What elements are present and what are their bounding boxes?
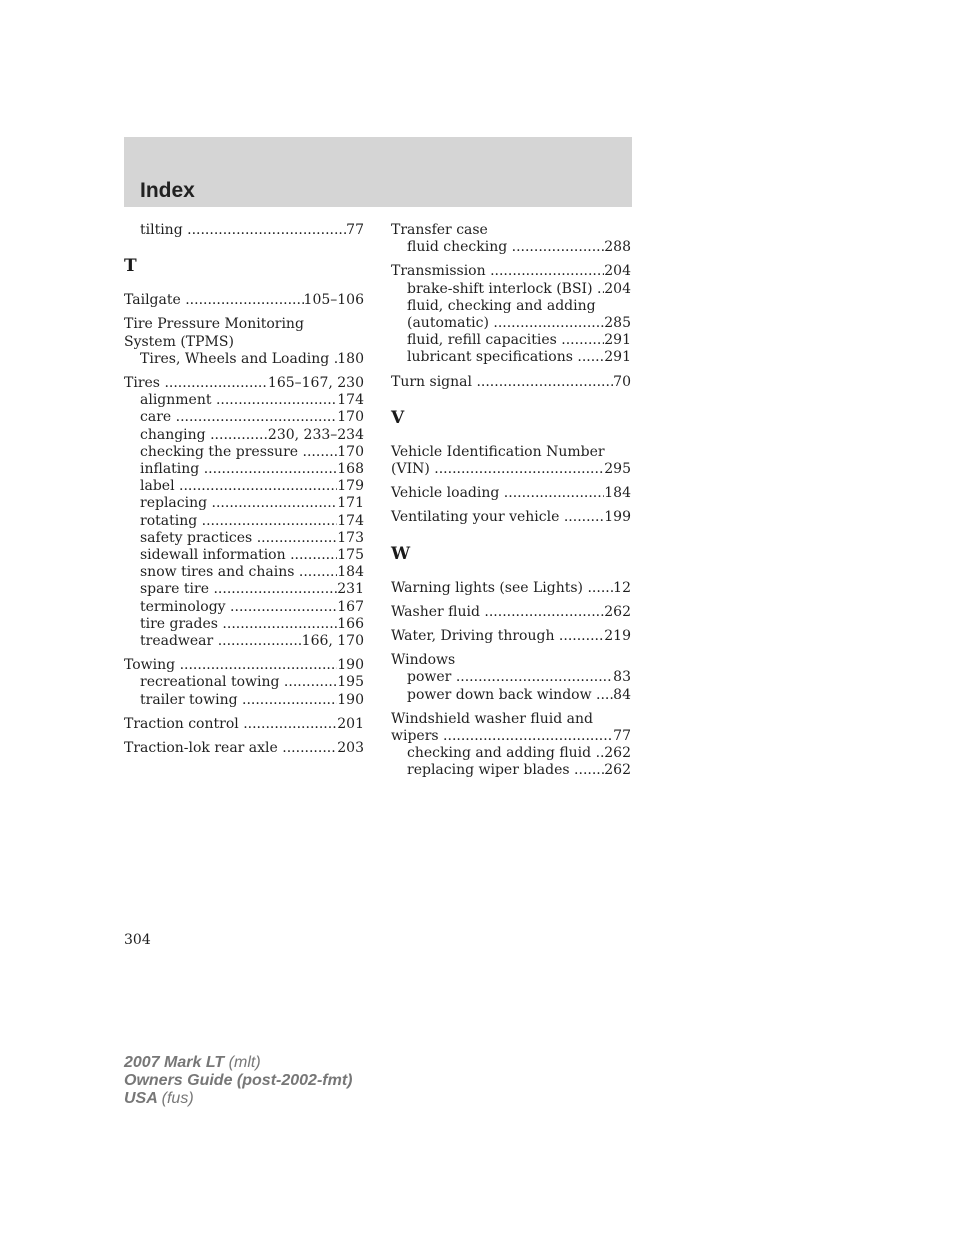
leader-dots xyxy=(587,580,613,597)
entry-page: 288 xyxy=(604,239,631,256)
entry-text: Vehicle loading xyxy=(391,485,500,502)
entry-page: 180 xyxy=(337,350,364,367)
entry-text: treadwear xyxy=(140,633,214,650)
entry-text: terminology xyxy=(140,598,226,615)
entry-page: 295 xyxy=(604,461,631,478)
index-subentry xyxy=(124,633,364,650)
index-letter-heading: V xyxy=(391,407,405,428)
entry-page: 168 xyxy=(337,461,364,478)
entry-text: replacing xyxy=(140,495,208,512)
entry-page: 231 xyxy=(337,581,364,598)
entry-text: rotating xyxy=(140,512,198,529)
index-subentry xyxy=(391,332,631,349)
leader-dots xyxy=(596,687,613,704)
index-entry xyxy=(124,292,364,309)
index-entry xyxy=(391,628,631,645)
entry-text: Turn signal xyxy=(391,373,472,390)
index-subentry xyxy=(124,513,364,530)
index-subentry xyxy=(391,239,631,256)
entry-page: 70 xyxy=(613,373,631,390)
index-entry-line: Vehicle Identification Number xyxy=(391,443,605,460)
leader-dots xyxy=(180,657,338,674)
entry-page: 166, 170 xyxy=(301,633,364,650)
index-subentry xyxy=(124,616,364,633)
footer-guide: Owners Guide (post-2002-fmt) xyxy=(124,1072,353,1089)
entry-page: 173 xyxy=(337,529,364,546)
index-entry-line: System (TPMS) xyxy=(124,333,234,350)
index-subentry xyxy=(391,349,631,366)
entry-text: lubricant specifications xyxy=(407,349,573,366)
index-subentry xyxy=(124,409,364,426)
entry-text: Warning lights (see Lights) xyxy=(391,579,584,596)
footer-line xyxy=(124,1090,352,1108)
leader-dots xyxy=(164,375,267,392)
footer-model: 2007 Mark LT xyxy=(124,1054,225,1071)
index-entry xyxy=(391,485,631,502)
leader-dots xyxy=(299,564,337,581)
entry-text: Tires, Wheels and Loading xyxy=(140,350,330,367)
leader-dots xyxy=(493,315,604,332)
entry-text: replacing wiper blades xyxy=(407,762,570,779)
entry-page: 174 xyxy=(337,512,364,529)
leader-dots xyxy=(282,740,337,757)
index-entry xyxy=(124,222,364,239)
footer-market: USA xyxy=(124,1090,158,1107)
entry-page: 190 xyxy=(337,691,364,708)
entry-text: (automatic) xyxy=(407,315,489,332)
leader-dots xyxy=(490,263,604,280)
entry-page: 195 xyxy=(337,674,364,691)
leader-dots xyxy=(284,674,337,691)
entry-text: Water, Driving through xyxy=(391,628,555,645)
entry-text: fluid, refill capacities xyxy=(407,332,557,349)
leader-dots xyxy=(303,444,338,461)
index-subentry xyxy=(391,281,631,298)
entry-page: 204 xyxy=(604,263,631,280)
section-title: Index xyxy=(140,179,195,202)
leader-dots xyxy=(577,349,604,366)
index-subentry xyxy=(124,461,364,478)
index-column-right xyxy=(391,222,631,780)
leader-dots xyxy=(512,239,605,256)
entry-page: 291 xyxy=(604,332,631,349)
entry-page: 262 xyxy=(604,762,631,779)
index-subentry xyxy=(124,427,364,444)
leader-dots xyxy=(434,461,604,478)
index-subentry xyxy=(391,745,631,762)
index-entry xyxy=(124,740,364,757)
leader-dots xyxy=(456,669,613,686)
index-column-left xyxy=(124,222,364,757)
leader-dots xyxy=(218,633,302,650)
leader-dots xyxy=(210,427,268,444)
leader-dots xyxy=(202,513,338,530)
index-entry-line: Tire Pressure Monitoring xyxy=(124,316,304,333)
entry-text: trailer towing xyxy=(140,691,238,708)
index-entry xyxy=(391,728,631,745)
leader-dots xyxy=(559,628,604,645)
footer-market-code: (fus) xyxy=(161,1090,194,1107)
index-entry xyxy=(124,657,364,674)
leader-dots xyxy=(179,478,337,495)
entry-text: recreational towing xyxy=(140,674,280,691)
entry-text: Washer fluid xyxy=(391,603,480,620)
entry-page: 184 xyxy=(337,564,364,581)
leader-dots xyxy=(242,692,337,709)
leader-dots xyxy=(213,581,337,598)
leader-dots xyxy=(216,392,337,409)
entry-page: 166 xyxy=(337,615,364,632)
entry-text: Tires xyxy=(124,375,160,392)
entry-text: wipers xyxy=(391,728,439,745)
index-subentry xyxy=(124,392,364,409)
footer-line xyxy=(124,1054,352,1072)
index-subentry xyxy=(391,669,631,686)
entry-page: 167 xyxy=(337,598,364,615)
entry-page: 174 xyxy=(337,392,364,409)
entry-text: fluid checking xyxy=(407,239,508,256)
index-entry xyxy=(124,375,364,392)
index-entry-line: Windows xyxy=(391,652,456,669)
entry-page: 170 xyxy=(337,443,364,460)
index-subentry xyxy=(124,530,364,547)
leader-dots xyxy=(187,222,346,239)
entry-page: 83 xyxy=(613,669,631,686)
leader-dots xyxy=(504,485,604,502)
index-subentry xyxy=(124,495,364,512)
leader-dots xyxy=(476,374,613,391)
index-subentry xyxy=(391,762,631,779)
entry-text: Towing xyxy=(124,657,176,674)
leader-dots xyxy=(564,509,604,526)
entry-text: Transmission xyxy=(391,263,486,280)
entry-page: 190 xyxy=(337,657,364,674)
leader-dots xyxy=(176,409,338,426)
index-entry xyxy=(391,263,631,280)
entry-page: 184 xyxy=(604,485,631,502)
entry-page: 179 xyxy=(337,478,364,495)
leader-dots xyxy=(243,716,337,733)
index-entry xyxy=(391,580,631,597)
entry-text: (VIN) xyxy=(391,461,430,478)
index-subentry xyxy=(391,687,631,704)
leader-dots xyxy=(290,547,337,564)
entry-text: Traction-lok rear axle xyxy=(124,740,278,757)
entry-page: 84 xyxy=(613,686,631,703)
index-subentry xyxy=(124,692,364,709)
index-entry-line: Windshield washer fluid and xyxy=(391,710,593,727)
leader-dots xyxy=(561,332,604,349)
entry-text: spare tire xyxy=(140,581,210,598)
index-subentry xyxy=(124,478,364,495)
entry-text: Tailgate xyxy=(124,292,181,309)
index-subentry-line: fluid, checking and adding xyxy=(407,297,596,314)
section-header-bar xyxy=(124,137,632,207)
leader-dots xyxy=(222,616,337,633)
entry-page: 165–167, 230 xyxy=(267,375,364,392)
entry-page: 12 xyxy=(613,579,631,596)
entry-page: 201 xyxy=(337,715,364,732)
leader-dots xyxy=(185,292,303,309)
entry-page: 77 xyxy=(613,728,631,745)
index-letter-heading: T xyxy=(124,256,137,277)
leader-dots xyxy=(204,461,338,478)
leader-dots xyxy=(484,604,604,621)
entry-text: changing xyxy=(140,426,206,443)
entry-text: safety practices xyxy=(140,529,253,546)
entry-page: 219 xyxy=(604,628,631,645)
index-subentry xyxy=(124,444,364,461)
entry-text: inflating xyxy=(140,461,200,478)
index-entry xyxy=(124,716,364,733)
page-number: 304 xyxy=(124,932,151,948)
entry-text: brake-shift interlock (BSI) xyxy=(407,280,593,297)
entry-page: 199 xyxy=(604,509,631,526)
index-subentry xyxy=(124,564,364,581)
index-subentry xyxy=(124,547,364,564)
entry-page: 204 xyxy=(604,280,631,297)
entry-text: Traction control xyxy=(124,715,239,732)
leader-dots xyxy=(230,599,337,616)
index-entry xyxy=(391,604,631,621)
leader-dots xyxy=(212,495,338,512)
leader-dots xyxy=(257,530,338,547)
entry-page: 105–106 xyxy=(303,292,364,309)
entry-text: tilting xyxy=(140,222,183,238)
entry-text: care xyxy=(140,409,172,426)
entry-page: 285 xyxy=(604,315,631,332)
entry-page: 291 xyxy=(604,349,631,366)
leader-dots xyxy=(574,762,604,779)
entry-text: checking and adding fluid xyxy=(407,745,592,762)
index-subentry xyxy=(124,674,364,691)
index-entry-line: Transfer case xyxy=(391,222,488,238)
entry-text: snow tires and chains xyxy=(140,564,295,581)
entry-page: 262 xyxy=(604,603,631,620)
entry-page: 203 xyxy=(337,740,364,757)
entry-text: alignment xyxy=(140,392,212,409)
entry-page: 77 xyxy=(346,222,364,238)
entry-page: 171 xyxy=(337,495,364,512)
entry-text: sidewall information xyxy=(140,547,286,564)
leader-dots xyxy=(597,281,604,298)
entry-page: 175 xyxy=(337,547,364,564)
index-subentry xyxy=(124,581,364,598)
entry-text: label xyxy=(140,478,175,495)
entry-text: power down back window xyxy=(407,686,592,703)
index-entry xyxy=(124,351,364,368)
entry-page: 230, 233–234 xyxy=(267,426,364,443)
index-subentry xyxy=(124,599,364,616)
entry-page: 262 xyxy=(604,745,631,762)
entry-text: power xyxy=(407,669,452,686)
entry-text: tire grades xyxy=(140,615,218,632)
document-footer xyxy=(124,1054,352,1108)
index-subentry xyxy=(391,315,631,332)
entry-page: 170 xyxy=(337,409,364,426)
entry-text: Ventilating your vehicle xyxy=(391,509,560,526)
index-entry xyxy=(391,461,631,478)
leader-dots xyxy=(596,745,605,762)
footer-line xyxy=(124,1072,352,1090)
entry-text: checking the pressure xyxy=(140,443,299,460)
index-entry xyxy=(391,374,631,391)
footer-model-code: (mlt) xyxy=(228,1054,261,1071)
index-entry xyxy=(391,509,631,526)
index-letter-heading: W xyxy=(391,543,411,564)
leader-dots xyxy=(443,728,613,745)
